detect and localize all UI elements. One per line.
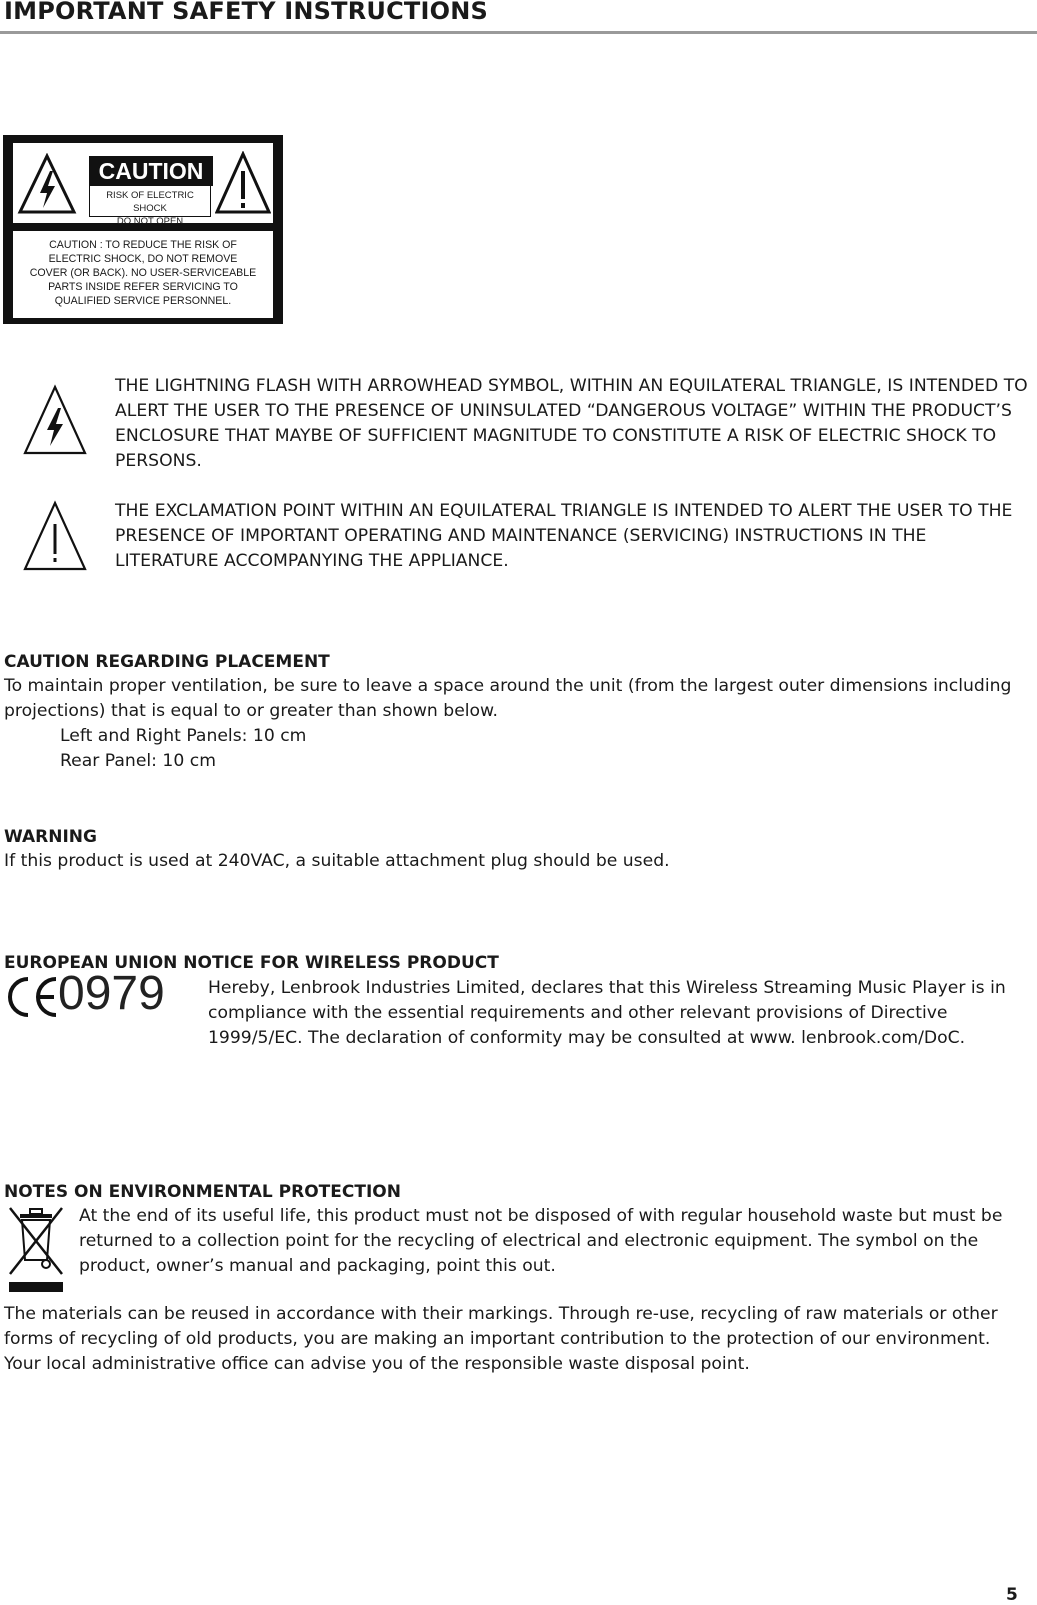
caution-desc-line: ELECTRIC SHOCK, DO NOT REMOVE (48, 253, 238, 265)
text-line: Your local administrative office can advise you of the responsible waste disposal point. (4, 1354, 750, 1374)
text-line: THE LIGHTNING FLASH WITH ARROWHEAD SYMBOL, WITHIN AN EQUILATERAL TRIANGLE, IS INTENDED TO (115, 376, 1028, 396)
clearance-item: Left and Right Panels: 10 cm (60, 726, 307, 746)
environment-text (79, 1204, 1034, 1279)
lightning-triangle-icon (22, 384, 88, 456)
weee-bin-icon (6, 1204, 66, 1296)
caution-label-top (13, 143, 273, 227)
text-line: product, owner’s manual and packaging, point this out. (79, 1256, 556, 1276)
lightning-symbol-explanation (115, 374, 1035, 474)
text-line: At the end of its useful life, this product must not be disposed of with regular household waste but must be (79, 1206, 1003, 1226)
caution-label-subtitle (89, 186, 211, 227)
warning-text: If this product is used at 240VAC, a suitable attachment plug should be used. (4, 851, 670, 871)
text-line: The materials can be reused in accordance with their markings. Through re-use, recycling of raw materials or other (4, 1304, 998, 1324)
ce-notified-body-number: 0979 (58, 967, 165, 1020)
caution-desc-line: PARTS INSIDE REFER SERVICING TO (48, 281, 238, 293)
exclamation-symbol-explanation (115, 499, 1035, 574)
ce-mark-icon (4, 972, 60, 1022)
page-title: IMPORTANT SAFETY INSTRUCTIONS (4, 0, 488, 25)
text-line: 1999/5/EC. The declaration of conformity may be consulted at www. lenbrook.com/DoC. (208, 1028, 966, 1048)
text-line: forms of recycling of old products, you are making an important contribution to the protection of our environment. (4, 1329, 991, 1349)
text-line: projections) that is equal to or greater than shown below. (4, 701, 498, 721)
caution-label-description (13, 238, 273, 308)
clearance-item: Rear Panel: 10 cm (60, 751, 216, 771)
caution-label (3, 135, 283, 324)
text-line: THE EXCLAMATION POINT WITHIN AN EQUILATERAL TRIANGLE IS INTENDED TO ALERT THE USER TO THE (115, 501, 1013, 521)
text-line: Hereby, Lenbrook Industries Limited, declares that this Wireless Streaming Music Player is in (208, 978, 1006, 998)
eu-notice-heading: EUROPEAN UNION NOTICE FOR WIRELESS PRODUCT (4, 953, 499, 973)
environment-heading: NOTES ON ENVIRONMENTAL PROTECTION (4, 1182, 401, 1202)
exclamation-warning-icon (215, 151, 271, 215)
caution-sub-line: RISK OF ELECTRIC SHOCK (106, 190, 194, 214)
caution-label-bottom (13, 231, 273, 318)
exclamation-triangle-icon (22, 500, 88, 572)
text-line: returned to a collection point for the recycling of electrical and electronic equipment. The symbol on the (79, 1231, 979, 1251)
lightning-warning-icon (17, 153, 77, 215)
eu-notice-text (208, 976, 1036, 1051)
caution-desc-line: CAUTION : TO REDUCE THE RISK OF (49, 239, 237, 251)
text-line: ENCLOSURE THAT MAYBE OF SUFFICIENT MAGNITUDE TO CONSTITUTE A RISK OF ELECTRIC SHOCK TO (115, 426, 997, 446)
caution-desc-line: QUALIFIED SERVICE PERSONNEL. (54, 295, 232, 307)
text-line: compliance with the essential requirements and other relevant provisions of Directive (208, 1003, 948, 1023)
placement-heading: CAUTION REGARDING PLACEMENT (4, 652, 330, 672)
placement-text (4, 674, 1034, 774)
text-line: PERSONS. (115, 451, 202, 471)
page-number: 5 (1006, 1585, 1018, 1605)
text-line: To maintain proper ventilation, be sure to leave a space around the unit (from the largest outer dimensions including (4, 676, 1012, 696)
text-line: ALERT THE USER TO THE PRESENCE OF UNINSULATED “DANGEROUS VOLTAGE” WITHIN THE PRODUCT’S (115, 401, 1012, 421)
title-divider (0, 31, 1037, 34)
caution-label-title: CAUTION (89, 156, 213, 186)
text-line: LITERATURE ACCOMPANYING THE APPLIANCE. (115, 551, 509, 571)
warning-heading: WARNING (4, 827, 97, 847)
caution-desc-line: COVER (OR BACK). NO USER-SERVICEABLE (29, 267, 257, 279)
text-line: PRESENCE OF IMPORTANT OPERATING AND MAINTENANCE (SERVICING) INSTRUCTIONS IN THE (115, 526, 927, 546)
environment-paragraph (4, 1302, 1034, 1377)
caution-sub-line: DO NOT OPEN (116, 216, 184, 227)
